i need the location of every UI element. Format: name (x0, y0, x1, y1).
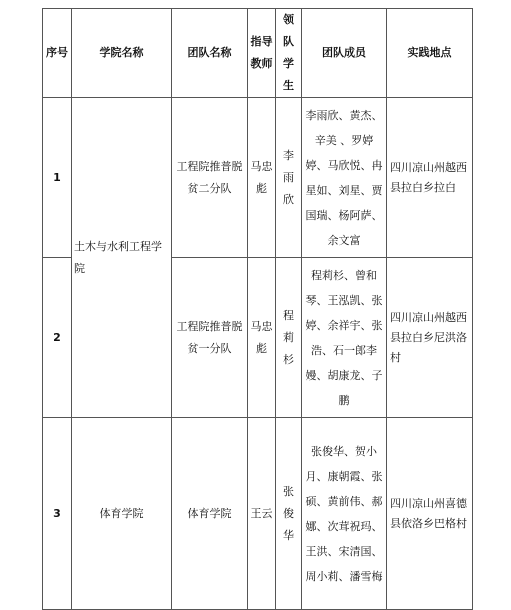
header-leader-line1: 领队 (283, 13, 294, 48)
leader-name (276, 98, 302, 258)
team-name-line2: 贫一分队 (187, 341, 232, 355)
team-members: 张俊华、贺小月、康朝霞、张硕、黄前伟、郝娜、次茸祝玛、王洪、宋清国、周小莉、潘雪梅 (302, 418, 387, 610)
teacher-name: 王云 (248, 418, 276, 610)
college-name: 体育学院 (72, 418, 172, 610)
practice-location: 四川凉山州越西县拉白乡尼洪洛村 (387, 258, 473, 418)
row-number: 2 (43, 258, 72, 418)
header-teacher-line2: 教师 (250, 57, 273, 70)
header-leader (276, 9, 302, 98)
row-number: 1 (43, 98, 72, 258)
header-college: 学院名称 (72, 9, 172, 98)
header-teacher-line1: 指导 (250, 35, 273, 48)
college-name: 土木与水利工程学院 (72, 98, 172, 418)
team-name-line1: 工程院推普脱 (176, 319, 243, 333)
team-name-line1: 工程院推普脱 (176, 159, 243, 173)
leader-name (276, 258, 302, 418)
leader-line1: 张俊 (283, 484, 294, 520)
header-no: 序号 (43, 9, 72, 98)
team-members: 程莉杉、曾和琴、王泓凯、张婷、余祥宇、张浩、石一郎李嫚、胡康龙、子鹏 (302, 258, 387, 418)
team-name: 体育学院 (172, 418, 248, 610)
teacher-line1: 马忠 (250, 319, 273, 333)
header-row (43, 9, 473, 98)
header-team: 团队名称 (172, 9, 248, 98)
team-name (172, 258, 248, 418)
row-number: 3 (43, 418, 72, 610)
team-name-line2: 贫二分队 (187, 181, 232, 195)
teacher-name (248, 98, 276, 258)
leader-name (276, 418, 302, 610)
team-name (172, 98, 248, 258)
leader-line1: 李雨 (283, 148, 294, 184)
teacher-line1: 马忠 (250, 159, 273, 173)
teacher-line2: 彪 (256, 181, 267, 195)
table-row (43, 98, 473, 258)
teacher-line2: 彪 (256, 341, 267, 355)
leader-line2: 欣 (283, 192, 294, 206)
teacher-name (248, 258, 276, 418)
table-row (43, 418, 473, 610)
team-table (42, 8, 473, 610)
leader-line1: 程莉 (283, 308, 294, 344)
header-place: 实践地点 (387, 9, 473, 98)
header-leader-line2: 学生 (283, 57, 294, 92)
header-teacher (248, 9, 276, 98)
leader-line2: 杉 (283, 352, 294, 366)
practice-location: 四川凉山州喜德县依洛乡巴格村 (387, 418, 473, 610)
team-members: 李雨欣、黄杰、辛美 、罗婷婷、马欣悦、冉星如、刘星、贾国瑞、杨阿萨、余文富 (302, 98, 387, 258)
practice-location: 四川凉山州越西县拉白乡拉白 (387, 98, 473, 258)
leader-line2: 华 (283, 528, 294, 542)
header-members: 团队成员 (302, 9, 387, 98)
